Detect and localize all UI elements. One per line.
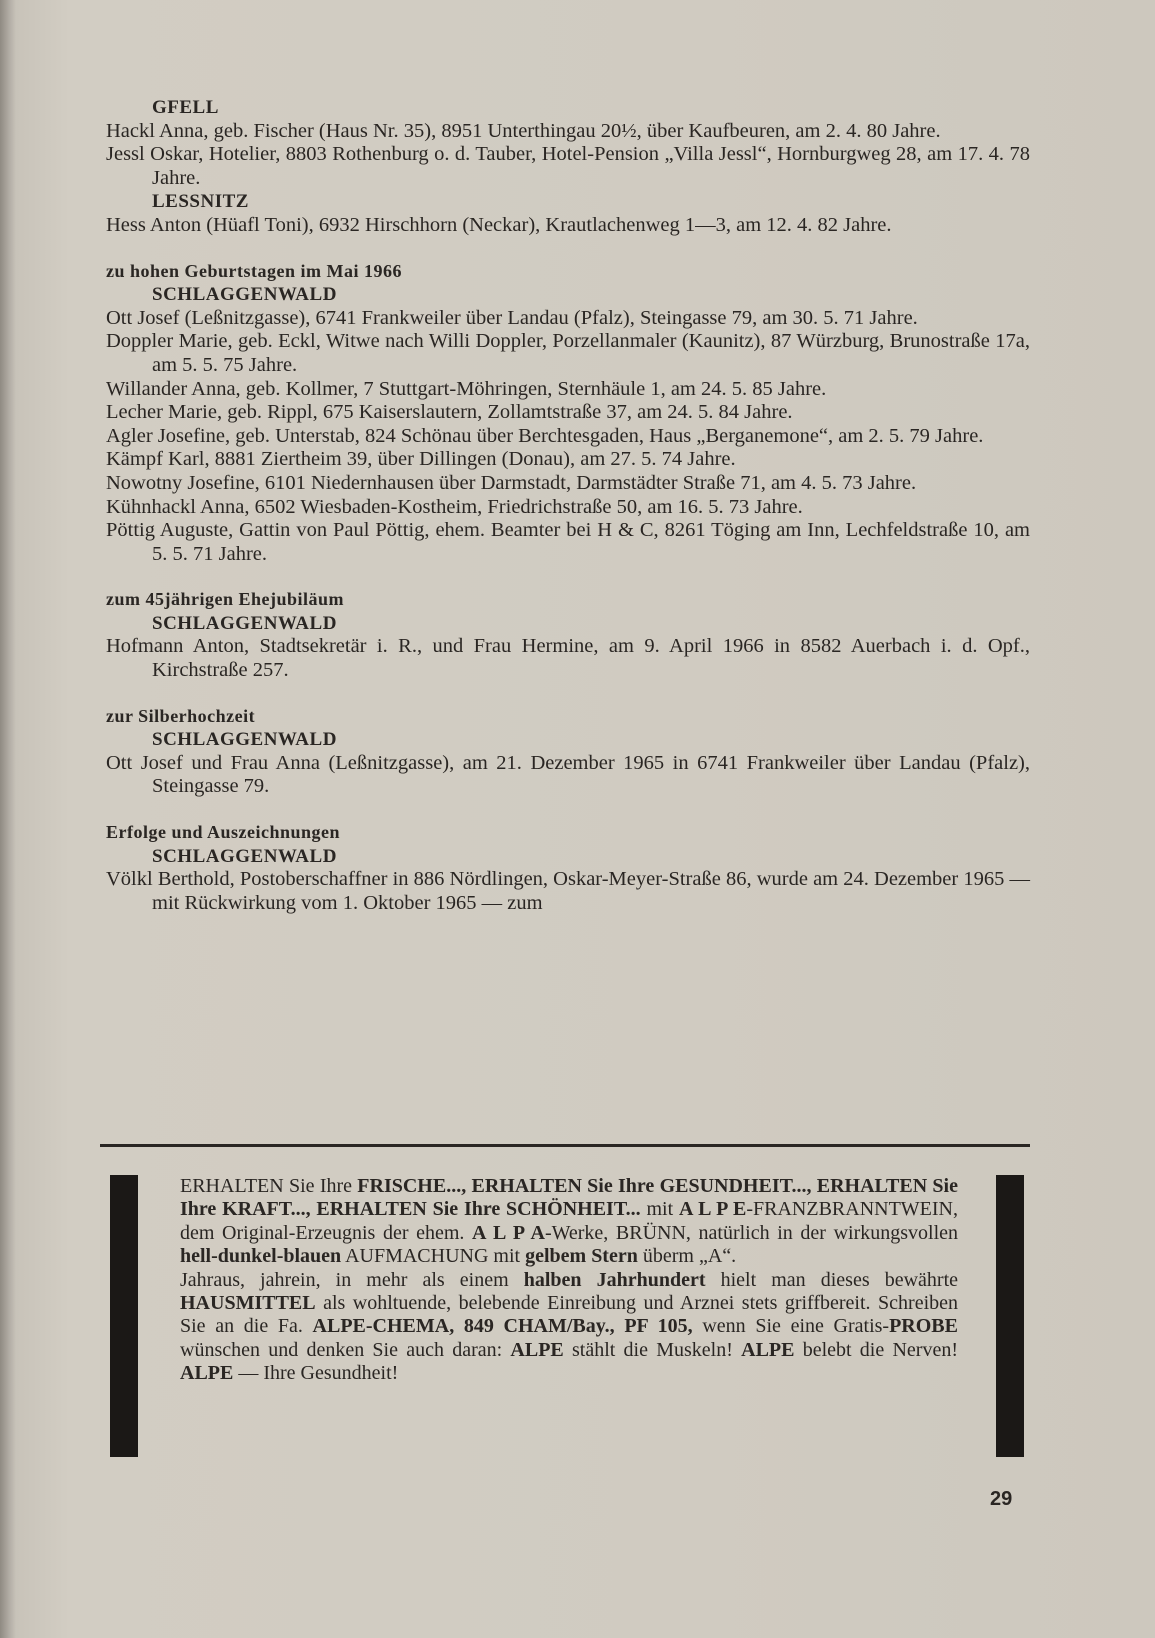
ad-text-run: -Werke, BRÜNN, natürlich in der wirkungsvollen <box>544 1221 959 1244</box>
list-item: Nowotny Josefine, 6101 Niedernhausen über Darmstadt, Darmstädter Straße 71, am 4. 5. 73 Jahre. <box>106 471 917 494</box>
place-heading-schlaggenwald: SCHLAGGENWALD <box>152 284 337 306</box>
spacer <box>106 566 1030 588</box>
ad-text-run: wünschen und denken Sie auch daran: <box>180 1338 511 1361</box>
ad-text-bold: PROBE <box>889 1315 958 1338</box>
ad-text-bold: hell-dunkel-blauen <box>180 1245 342 1268</box>
section-heading-wedding-anniversary: zum 45jährigen Ehejubiläum <box>106 589 345 610</box>
ad-text-bold: FRISCHE..., ERHALTEN Sie Ihre GESUNDHEIT..., ERHALTEN Sie Ihre KRAFT..., ERHALTEN Sie Ihre SCHÖNHEIT... <box>180 1175 958 1221</box>
list-item: Hackl Anna, geb. Fischer (Haus Nr. 35), 8951 Unterthingau 20½, über Kaufbeuren, am 2. 4. 80 Jahre. <box>106 119 941 142</box>
ad-right-bar <box>996 1175 1024 1457</box>
place-heading-schlaggenwald: SCHLAGGENWALD <box>152 845 337 867</box>
ad-text-bold: A L P A <box>472 1221 545 1244</box>
divider <box>100 1144 1030 1147</box>
ad-left-bar <box>110 1175 138 1457</box>
ad-text-bold: ALPE <box>510 1338 564 1361</box>
ad-text-run: überm „A“. <box>637 1245 737 1268</box>
ad-text-bold: ALPE <box>741 1338 795 1361</box>
ad-text-run: belebt die Nerven! <box>794 1338 958 1361</box>
list-item: Jessl Oskar, Hotelier, 8803 Rothenburg o. d. Tauber, Hotel-Pension „Villa Jessl“, Hornburgweg 28, am 17. 4. 78 Jahre. <box>106 143 1030 189</box>
list-item: Völkl Berthold, Postoberschaffner in 886 Nördlingen, Oskar-Meyer-Straße 86, wurde am 24. Dezember 1965 — mit Rückwirkung vom 1. Oktober 1965 — zum <box>106 868 1030 914</box>
spacer <box>106 238 1030 260</box>
place-heading-gfell: GFELL <box>152 97 219 118</box>
list-item: Ott Josef (Leßnitzgasse), 6741 Frankweiler über Landau (Pfalz), Steingasse 79, am 30. 5. 71 Jahre. <box>106 306 918 329</box>
ad-text-run: AUFMACHUNG mit <box>341 1245 526 1268</box>
spacer <box>106 799 1030 821</box>
ad-text-run: ERHALTEN Sie Ihre <box>180 1175 358 1197</box>
list-item: Hofmann Anton, Stadtsekretär i. R., und Frau Hermine, am 9. April 1966 in 8582 Auerbach i. d. Opf., Kirchstraße 257. <box>106 635 1030 682</box>
ad-text-bold: halben Jahrhundert <box>523 1268 706 1291</box>
place-heading-schlaggenwald: SCHLAGGENWALD <box>152 729 337 751</box>
ad-text-bold: A L P E <box>678 1198 747 1221</box>
ad-text-run: wenn Sie eine Gratis- <box>692 1315 890 1338</box>
advertisement <box>110 1175 1030 1457</box>
ad-text-run: als wohltuende, belebende Einreibung und Arznei stets griffbereit. Schreiben Sie an die Fa. <box>180 1292 958 1338</box>
ad-text-run: — Ihre Gesundheit! <box>233 1362 399 1385</box>
ad-paragraph-2 <box>180 1269 958 1386</box>
page-spine-shadow <box>0 0 16 1638</box>
list-item: Kämpf Karl, 8881 Ziertheim 39, über Dillingen (Donau), am 27. 5. 74 Jahre. <box>106 448 736 471</box>
list-item: Pöttig Auguste, Gattin von Paul Pöttig, ehem. Beamter bei H & C, 8261 Töging am Inn, Lechfeldstraße 10, am 5. 5. 71 Jahre. <box>106 519 1030 565</box>
ad-text-run: mit <box>640 1198 679 1221</box>
section-heading-birthdays: zu hohen Geburtstagen im Mai 1966 <box>106 260 403 281</box>
ad-text-run: -FRANZBRANNTWEIN, dem Original-Erzeugnis der ehem. <box>180 1198 958 1244</box>
section-heading-achievements: Erfolge und Auszeichnungen <box>106 822 341 843</box>
spacer <box>106 683 1030 705</box>
ad-text-bold: gelbem Stern <box>525 1245 638 1268</box>
ad-text-bold: ALPE-CHEMA, 849 CHAM/Bay., PF 105, <box>312 1315 693 1338</box>
list-item: Lecher Marie, geb. Rippl, 675 Kaiserslautern, Zollamtstraße 37, am 24. 5. 84 Jahre. <box>106 401 793 424</box>
ad-text-run: hielt man dieses bewährte <box>705 1268 958 1291</box>
section-heading-silver-wedding: zur Silberhochzeit <box>106 705 256 726</box>
place-heading-schlaggenwald: SCHLAGGENWALD <box>152 612 337 634</box>
ad-text-run: stählt die Muskeln! <box>563 1338 742 1361</box>
page-number: 29 <box>990 1488 1013 1510</box>
list-item: Hess Anton (Hüafl Toni), 6932 Hirschhorn (Neckar), Krautlachenweg 1—3, am 12. 4. 82 Jahre. <box>106 213 892 236</box>
ad-text-bold: ALPE <box>180 1362 234 1385</box>
main-text <box>106 96 1030 915</box>
ad-text-bold: HAUSMITTEL <box>180 1292 316 1315</box>
ad-paragraph-1 <box>180 1175 958 1269</box>
list-item: Agler Josefine, geb. Unterstab, 824 Schönau über Berchtesgaden, Haus „Berganemone“, am 2. 5. 79 Jahre. <box>106 424 984 447</box>
list-item: Willander Anna, geb. Kollmer, 7 Stuttgart-Möhringen, Sternhäule 1, am 24. 5. 85 Jahre. <box>106 377 827 400</box>
place-heading-lessnitz: LESSNITZ <box>152 191 249 213</box>
list-item: Kühnhackl Anna, 6502 Wiesbaden-Kostheim, Friedrichstraße 50, am 16. 5. 73 Jahre. <box>106 495 803 518</box>
ad-text-run: Jahraus, jahrein, in mehr als einem <box>180 1268 524 1291</box>
list-item: Ott Josef und Frau Anna (Leßnitzgasse), am 21. Dezember 1965 in 6741 Frankweiler über Landau (Pfalz), Steingasse 79. <box>106 751 1030 798</box>
advertisement-text <box>180 1175 958 1386</box>
list-item: Doppler Marie, geb. Eckl, Witwe nach Willi Doppler, Porzellanmaler (Kaunitz), 87 Würzburg, Brunostraße 17a, am 5. 5. 75 Jahre. <box>106 330 1030 376</box>
